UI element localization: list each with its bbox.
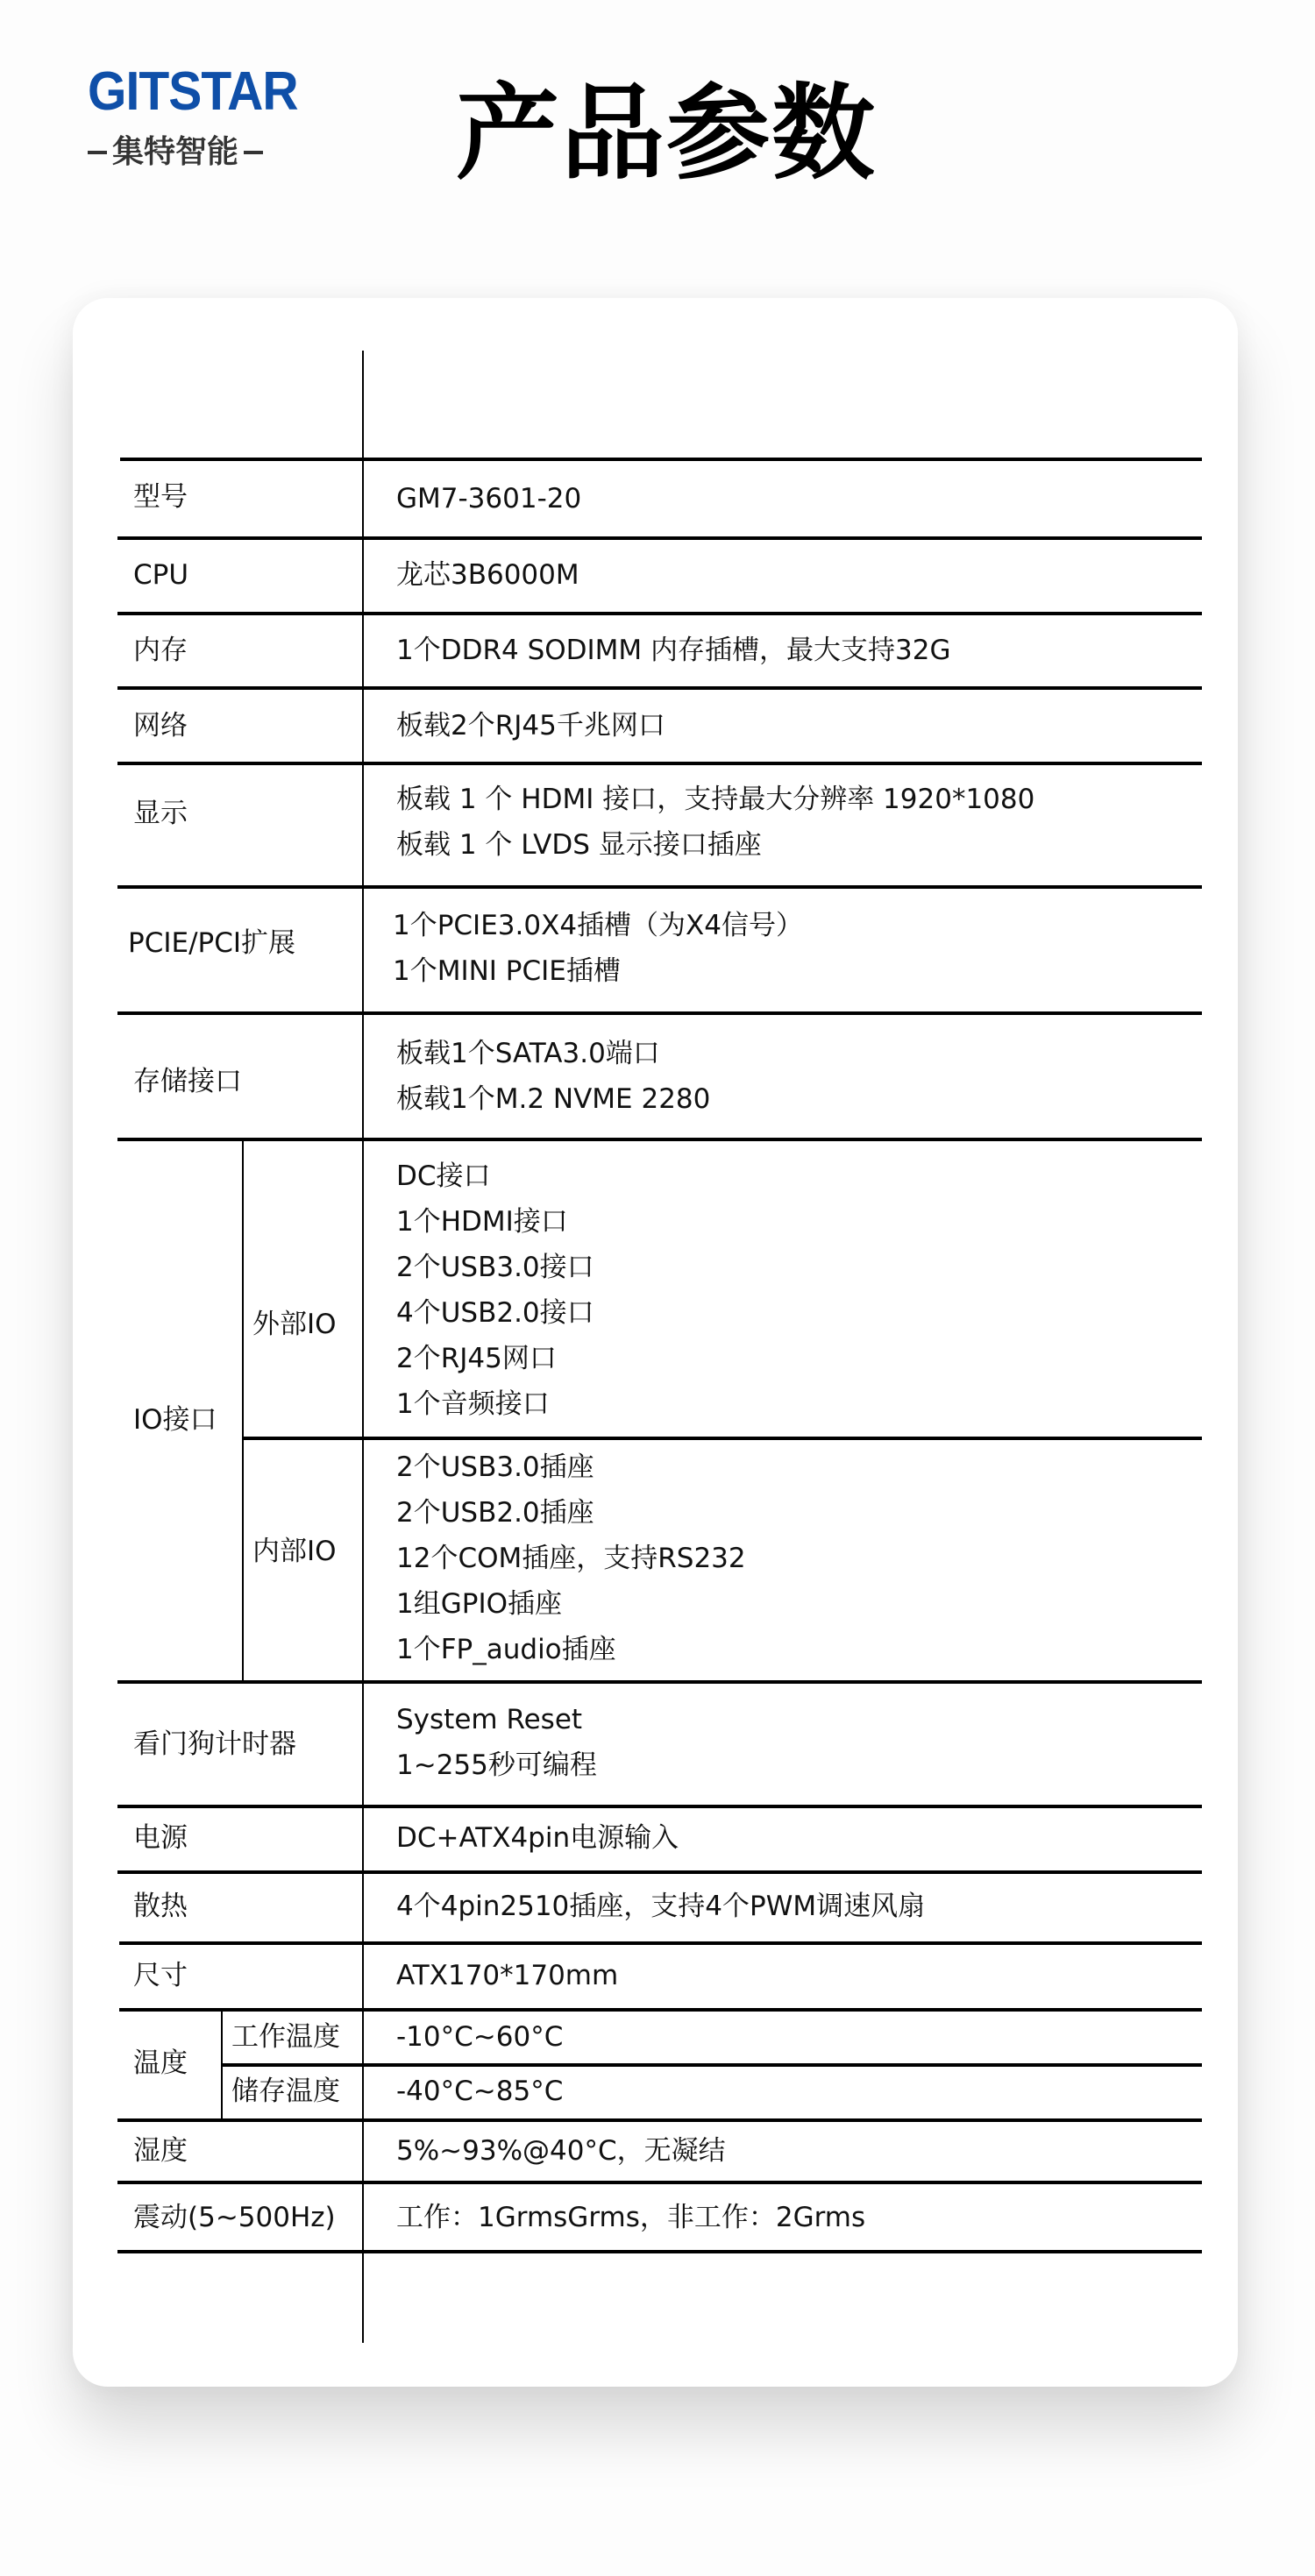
row-divider [117,686,1202,690]
row-divider [117,762,1202,765]
display-line: 板载 1 个 HDMI 接口，支持最大分辨率 1920*1080 [396,784,1035,815]
brand-logo [88,61,309,172]
external-io-line: 1个音频接口 [396,1388,550,1420]
spec-label-storage: 存储接口 [133,1066,242,1097]
spec-value-pcie [393,903,803,994]
spec-label-humidity: 湿度 [133,2135,188,2167]
spec-sublabel-external-io: 外部IO [252,1309,337,1340]
spec-sublabel-storage-temp: 储存温度 [231,2076,340,2107]
spec-label-io: IO接口 [133,1404,217,1436]
external-io-line: 2个USB3.0接口 [396,1252,594,1283]
spec-label-watchdog: 看门狗计时器 [133,1728,296,1760]
row-divider [117,2181,1202,2184]
spec-label-cpu: CPU [133,559,189,591]
spec-value-cpu: 龙芯3B6000M [396,559,579,591]
spec-label-temperature: 温度 [133,2047,188,2079]
row-divider [117,1805,1202,1808]
column-divider [362,351,364,2343]
dash-icon [244,151,263,154]
row-divider [120,458,1202,461]
external-io-line: 4个USB2.0接口 [396,1297,594,1329]
internal-io-line: 2个USB3.0插座 [396,1451,594,1483]
row-divider [117,1138,1202,1141]
spec-label-network: 网络 [133,710,188,742]
row-divider [117,885,1202,889]
spec-value-cooling: 4个4pin2510插座，支持4个PWM调速风扇 [396,1891,926,1922]
spec-sublabel-internal-io: 内部IO [252,1536,337,1567]
spec-value-power: DC+ATX4pin电源输入 [396,1822,679,1854]
watchdog-line: 1~255秒可编程 [396,1749,597,1781]
logo-subtitle-text: 集特智能 [112,134,239,170]
spec-value-vibration: 工作：1GrmsGrms，非工作：2Grms [396,2202,866,2233]
row-divider [117,1680,1202,1684]
spec-value-storage-temp: -40°C~85°C [396,2076,564,2107]
logo-wordmark: GITSTAR [88,61,298,122]
row-divider [117,2250,1202,2253]
external-io-line: DC接口 [396,1160,491,1192]
row-divider [117,2118,1202,2122]
spec-value-watchdog [396,1697,597,1788]
external-io-line: 1个HDMI接口 [396,1206,568,1238]
storage-line: 板载1个M.2 NVME 2280 [396,1083,711,1115]
row-divider [119,2008,1202,2012]
internal-io-line: 2个USB2.0插座 [396,1497,594,1529]
spec-sublabel-operating-temp: 工作温度 [231,2021,340,2053]
row-divider [117,536,1202,540]
internal-io-line: 1组GPIO插座 [396,1588,562,1620]
external-io-line: 2个RJ45网口 [396,1343,557,1374]
spec-value-internal-io [396,1444,746,1672]
page-title: 产品参数 [456,73,878,194]
spec-value-memory: 1个DDR4 SODIMM 内存插槽，最大支持32G [396,635,951,666]
spec-value-network: 板载2个RJ45千兆网口 [396,710,665,742]
row-divider [117,612,1202,615]
spec-value-operating-temp: -10°C~60°C [396,2021,564,2053]
spec-label-display: 显示 [133,798,188,829]
row-divider [117,1870,1202,1874]
spec-label-model: 型号 [133,481,188,513]
watchdog-line: System Reset [396,1704,583,1735]
row-divider [242,1437,1202,1440]
pcie-line: 1个PCIE3.0X4插槽（为X4信号） [393,910,804,941]
spec-value-humidity: 5%~93%@40°C，无凝结 [396,2135,726,2167]
spec-label-size: 尺寸 [133,1960,188,1991]
spec-value-size: ATX170*170mm [396,1960,619,1991]
spec-value-display [396,777,1034,868]
pcie-line: 1个MINI PCIE插槽 [393,955,621,987]
row-divider [221,2063,1202,2067]
spec-value-storage [396,1031,710,1122]
spec-label-pcie: PCIE/PCI扩展 [128,927,295,959]
spec-label-memory: 内存 [133,635,188,666]
row-divider [119,1941,1202,1945]
spec-label-power: 电源 [133,1822,188,1854]
io-subcolumn-divider [242,1139,244,1682]
storage-line: 板载1个SATA3.0端口 [396,1038,660,1069]
display-line: 板载 1 个 LVDS 显示接口插座 [396,829,762,861]
spec-label-cooling: 散热 [133,1891,188,1922]
spec-value-model: GM7-3601-20 [396,483,582,514]
spec-label-vibration: 震动(5~500Hz) [133,2202,336,2233]
internal-io-line: 1个FP_audio插座 [396,1634,616,1665]
internal-io-line: 12个COM插座，支持RS232 [396,1543,746,1574]
spec-value-external-io [396,1153,594,1427]
row-divider [117,1011,1202,1015]
logo-subtitle [88,133,309,172]
dash-icon [88,151,107,154]
